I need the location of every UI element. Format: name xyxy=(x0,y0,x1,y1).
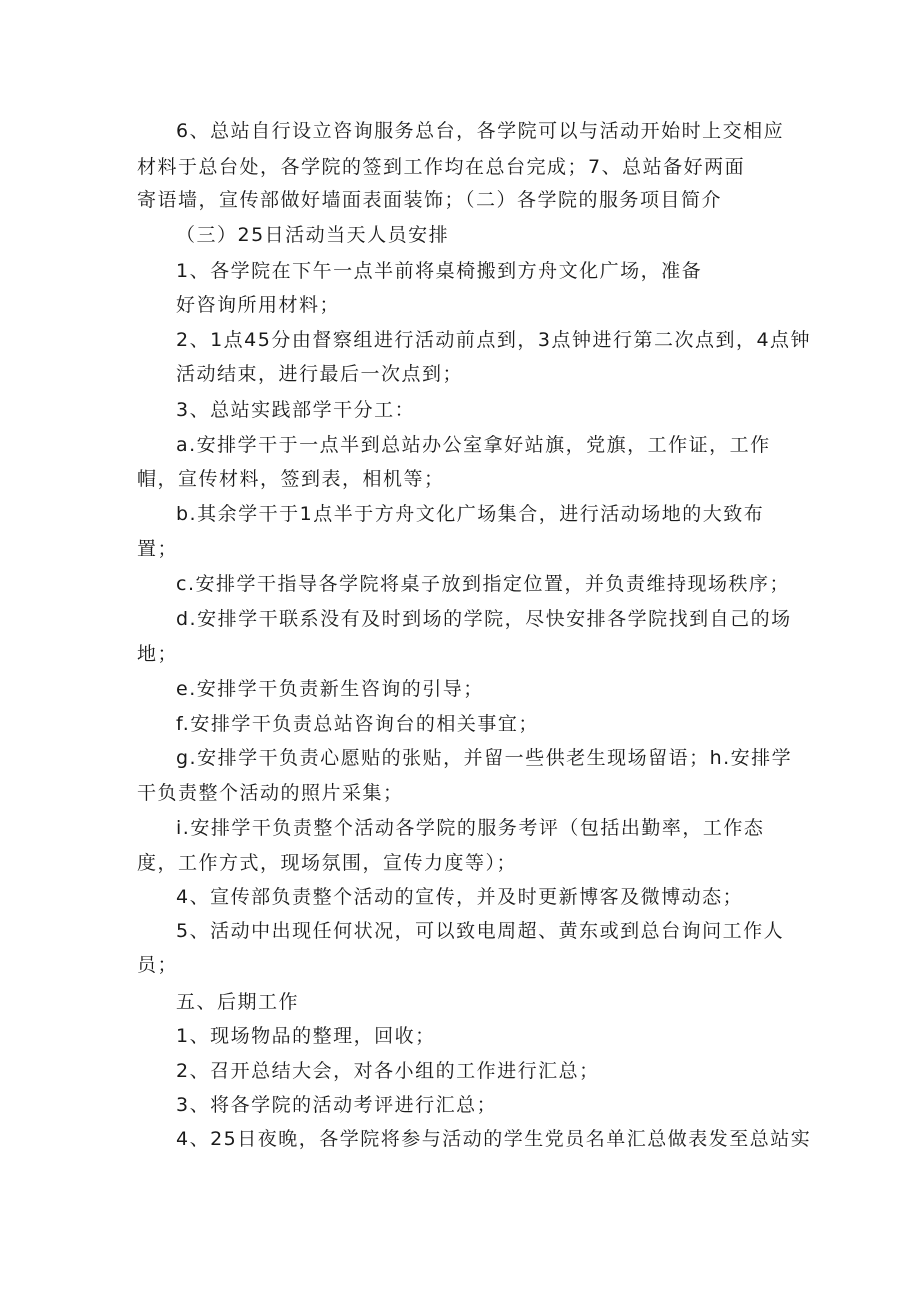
text-line: b.其余学干于1点半于方舟文化广场集合，进行活动场地的大致布 xyxy=(176,503,765,525)
text-line: e.安排学干负责新生咨询的引导； xyxy=(176,678,484,700)
text-line: 员； xyxy=(137,954,179,976)
text-line: 2、1点45分由督察组进行活动前点到，3点钟进行第二次点到，4点钟 xyxy=(176,329,812,351)
text-line: 1、现场物品的整理，回收； xyxy=(176,1025,436,1047)
text-line: 材料于总台处，各学院的签到工作均在总台完成；7、总站备好两面 xyxy=(137,156,746,178)
text-line: 寄语墙，宣传部做好墙面表面装饰；（二）各学院的服务项目简介 xyxy=(137,189,723,211)
text-line: 好咨询所用材料； xyxy=(176,294,341,316)
text-line: 1、各学院在下午一点半前将桌椅搬到方舟文化广场，准备 xyxy=(176,260,703,282)
text-line: 2、召开总结大会，对各小组的工作进行汇总； xyxy=(176,1060,600,1082)
text-line: g.安排学干负责心愿贴的张贴，并留一些供老生现场留语；h.安排学 xyxy=(176,747,793,769)
section-heading: （三）25日活动当天人员安排 xyxy=(176,224,450,246)
section-heading: 五、后期工作 xyxy=(176,991,300,1013)
text-line: d.安排学干联系没有及时到场的学院，尽快安排各学院找到自己的场 xyxy=(176,608,792,630)
text-line: 4、宣传部负责整个活动的宣传，并及时更新博客及微博动态； xyxy=(176,886,744,908)
text-line: f.安排学干负责总站咨询台的相关事宜； xyxy=(176,713,539,735)
text-line: 6、总站自行设立咨询服务总台，各学院可以与活动开始时上交相应 xyxy=(176,120,785,142)
text-line: c.安排学干指导各学院将桌子放到指定位置，并负责维持现场秩序； xyxy=(176,573,790,595)
text-line: i.安排学干负责整个活动各学院的服务考评（包括出勤率，工作态 xyxy=(176,817,765,839)
text-line: 置； xyxy=(137,538,179,560)
text-line: 3、总站实践部学干分工： xyxy=(176,399,416,421)
text-line: 5、活动中出现任何状况，可以致电周超、黄东或到总台询问工作人 xyxy=(176,920,785,942)
text-line: 活动结束，进行最后一次点到； xyxy=(176,363,464,385)
text-line: 地； xyxy=(137,643,179,665)
text-line: 度，工作方式，现场氛围，宣传力度等）； xyxy=(137,852,518,874)
text-line: 帽，宣传材料，签到表，相机等； xyxy=(137,468,445,490)
text-line: 干负责整个活动的照片采集； xyxy=(137,782,404,804)
text-line: 4、25日夜晚，各学院将参与活动的学生党员名单汇总做表发至总站实 xyxy=(176,1128,812,1150)
text-line: a.安排学干于一点半到总站办公室拿好站旗，党旗，工作证，工作 xyxy=(176,434,771,456)
text-line: 3、将各学院的活动考评进行汇总； xyxy=(176,1094,498,1116)
